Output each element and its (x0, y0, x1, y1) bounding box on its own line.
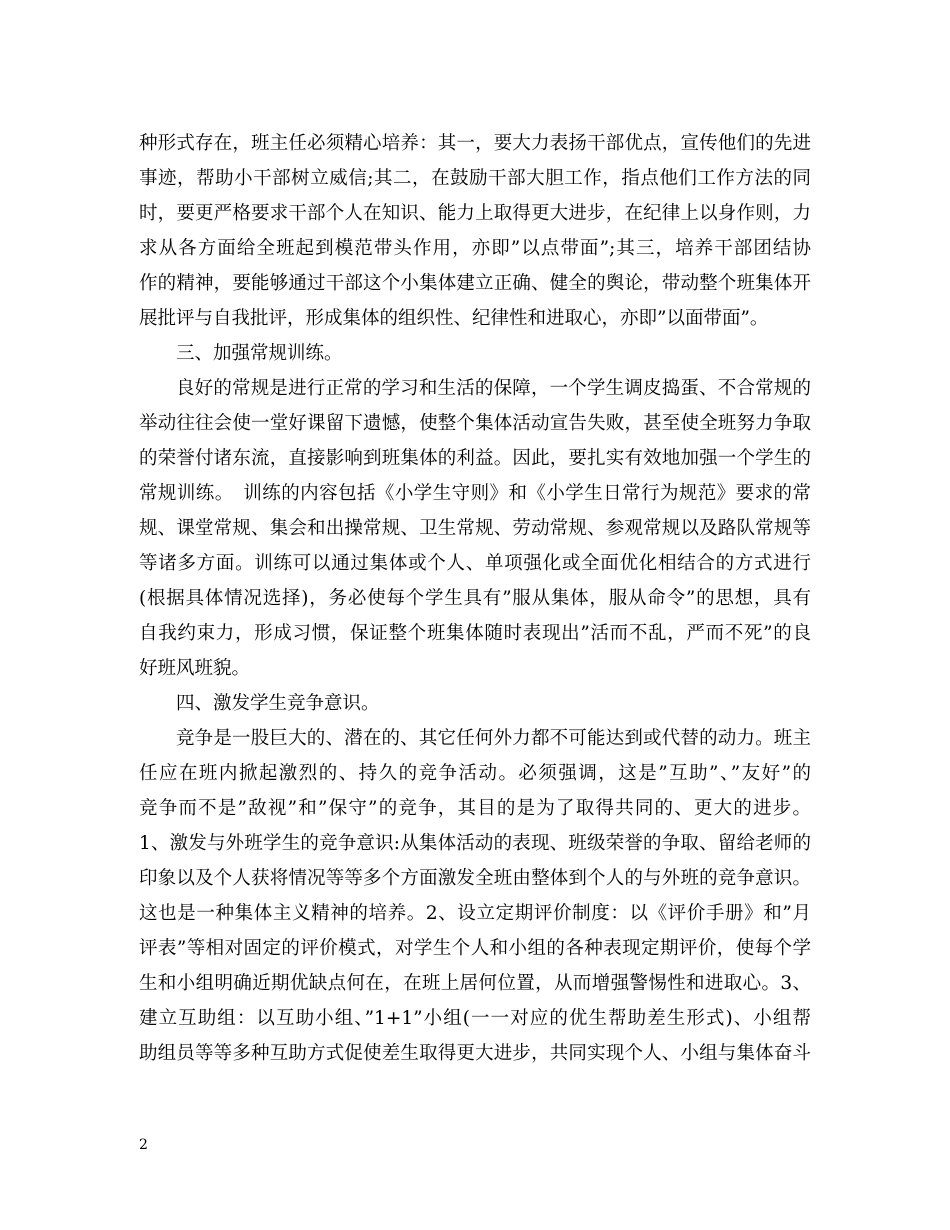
text-line: 种形式存在，班主任必须精心培养：其一，要大力表扬干部优点，宣传他们的先进 (139, 133, 811, 154)
text-line: 举动往往会使一堂好课留下遗憾，使整个集体活动宣告失败，甚至使全班努力争取 (139, 413, 811, 434)
body-text (139, 126, 811, 1071)
text-line: 1、激发与外班学生的竞争意识:从集体活动的表现、班级荣誉的争取、留给老师的 (139, 833, 811, 854)
text-line: 任应在班内掀起激烈的、持久的竞争活动。必须强调，这是”互助”、”友好”的 (139, 763, 811, 784)
text-line: 自我约束力，形成习惯，保证整个班集体随时表现出”活而不乱，严而不死”的良 (139, 623, 811, 644)
section-heading: 四、激发学生竞争意识。 (176, 693, 380, 714)
text-line: 等诸多方面。训练可以通过集体或个人、单项强化或全面优化相结合的方式进行 (139, 553, 811, 574)
text-line: 事迹，帮助小干部树立威信;其二，在鼓励干部大胆工作，指点他们工作方法的同 (139, 168, 811, 189)
section-heading: 三、加强常规训练。 (176, 343, 343, 364)
text-line: 好班风班貌。 (139, 658, 251, 679)
text-line: 作的精神，要能够通过干部这个小集体建立正确、健全的舆论，带动整个班集体开 (139, 273, 811, 294)
text-line: 助组员等等多种互助方式促使差生取得更大进步，共同实现个人、小组与集体奋斗 (139, 1043, 811, 1064)
text-line: 良好的常规是进行正常的学习和生活的保障，一个学生调皮捣蛋、不合常规的 (176, 378, 811, 399)
text-line: (根据具体情况选择)，务必使每个学生具有”服从集体，服从命令”的思想，具有 (139, 588, 811, 609)
text-line: 求从各方面给全班起到模范带头作用，亦即”以点带面”;其三，培养干部团结协 (139, 238, 811, 259)
text-line: 印象以及个人获将情况等等多个方面激发全班由整体到个人的与外班的竞争意识。 (139, 868, 811, 889)
page-number: 2 (139, 1137, 148, 1153)
text-line: 生和小组明确近期优缺点何在，在班上居何位置，从而增强警惕性和进取心。3、 (139, 973, 811, 994)
text-line: 竞争是一股巨大的、潜在的、其它任何外力都不可能达到或代替的动力。班主 (176, 728, 811, 749)
text-line: 展批评与自我批评，形成集体的组织性、纪律性和进取心，亦即”以面带面”。 (139, 308, 769, 329)
text-line: 时，要更严格要求干部个人在知识、能力上取得更大进步，在纪律上以身作则，力 (139, 203, 811, 224)
text-line: 评表”等相对固定的评价模式，对学生个人和小组的各种表现定期评价，使每个学 (139, 938, 811, 959)
text-line: 常规训练。 训练的内容包括《小学生守则》和《小学生日常行为规范》要求的常 (139, 483, 811, 504)
text-line: 竞争而不是”敌视”和”保守”的竞争，其目的是为了取得共同的、更大的进步。 (139, 798, 811, 819)
text-line: 这也是一种集体主义精神的培养。2、设立定期评价制度：以《评价手册》和”月 (139, 903, 811, 924)
text-line: 的荣誉付诸东流，直接影响到班集体的利益。因此，要扎实有效地加强一个学生的 (139, 448, 811, 469)
text-line: 建立互助组：以互助小组、”1+1”小组(一一对应的优生帮助差生形式)、小组帮 (139, 1008, 811, 1029)
text-line: 规、课堂常规、集会和出操常规、卫生常规、劳动常规、参观常规以及路队常规等 (139, 518, 811, 539)
